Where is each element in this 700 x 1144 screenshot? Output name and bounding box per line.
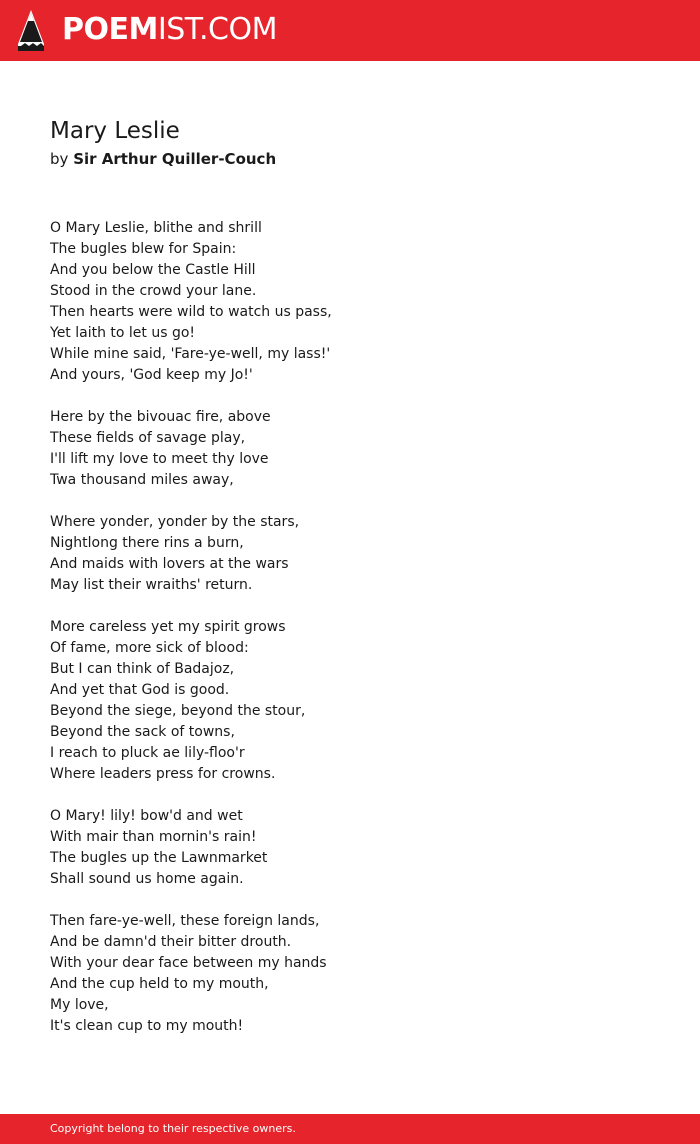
poem-line: Where yonder, yonder by the stars,	[50, 514, 300, 530]
poem-line: May list their wraiths' return.	[50, 577, 253, 593]
poem-line: With your dear face between my hands	[50, 955, 327, 971]
poem-line: The bugles blew for Spain:	[50, 241, 237, 257]
poem-line: And maids with lovers at the wars	[50, 556, 289, 572]
poem-line: While mine said, 'Fare-ye-well, my lass!'	[50, 346, 331, 362]
poem-stanza	[50, 512, 670, 596]
pencil-tip-icon[interactable]	[18, 10, 44, 51]
site-footer	[0, 1114, 700, 1144]
poem-line: Of fame, more sick of blood:	[50, 640, 249, 656]
logo-light-text: IST.COM	[157, 12, 277, 47]
poem-stanza	[50, 617, 670, 785]
poem-line: Beyond the siege, beyond the stour,	[50, 703, 306, 719]
poem-line: My love,	[50, 997, 109, 1013]
poem-line: O Mary! lily! bow'd and wet	[50, 808, 243, 824]
poem-line: Then fare-ye-well, these foreign lands,	[50, 913, 320, 929]
poem-byline	[50, 148, 276, 170]
poem-stanza	[50, 911, 670, 1037]
poem-line: Shall sound us home again.	[50, 871, 244, 887]
poem-stanza	[50, 407, 670, 491]
poem-line: With mair than mornin's rain!	[50, 829, 257, 845]
poem-line: Stood in the crowd your lane.	[50, 283, 257, 299]
byline-label: by	[50, 150, 69, 168]
poem-line: Nightlong there rins a burn,	[50, 535, 244, 551]
poem-line: I'll lift my love to meet thy love	[50, 451, 269, 467]
poem-line: Then hearts were wild to watch us pass,	[50, 304, 332, 320]
poem-author: Sir Arthur Quiller-Couch	[73, 150, 277, 168]
poem-line: It's clean cup to my mouth!	[50, 1018, 244, 1034]
site-logo[interactable]	[62, 10, 277, 50]
poem-line: And you below the Castle Hill	[50, 262, 256, 278]
poem-line: The bugles up the Lawnmarket	[50, 850, 268, 866]
poem-line: More careless yet my spirit grows	[50, 619, 286, 635]
poem-line: These fields of savage play,	[50, 430, 246, 446]
poem-stanza	[50, 806, 670, 890]
poem-line: Here by the bivouac fire, above	[50, 409, 271, 425]
poem-line: And yet that God is good.	[50, 682, 230, 698]
poem-line: I reach to pluck ae lily-floo'r	[50, 745, 245, 761]
poem-line: Where leaders press for crowns.	[50, 766, 276, 782]
site-header	[0, 0, 700, 61]
poem-line: And the cup held to my mouth,	[50, 976, 269, 992]
poem-line: And be damn'd their bitter drouth.	[50, 934, 292, 950]
poem-title: Mary Leslie	[50, 118, 180, 144]
poem-line: Yet laith to let us go!	[50, 325, 196, 341]
copyright-text: Copyright belong to their respective owners.	[50, 1122, 296, 1135]
poem-line: Beyond the sack of towns,	[50, 724, 235, 740]
poem-line: But I can think of Badajoz,	[50, 661, 235, 677]
poem-stanza	[50, 218, 670, 386]
logo-bold-text: POEM	[62, 12, 158, 47]
poem-line: O Mary Leslie, blithe and shrill	[50, 220, 262, 236]
poem-line: Twa thousand miles away,	[50, 472, 234, 488]
poem-line: And yours, 'God keep my Jo!'	[50, 367, 253, 383]
poem-body	[50, 218, 670, 1037]
